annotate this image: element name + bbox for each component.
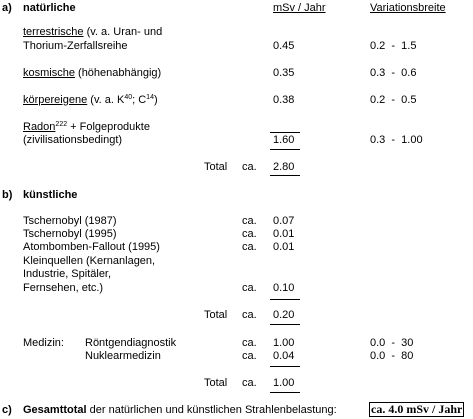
artificial-row-label-line2: Industrie, Spitäler, [23, 268, 112, 280]
natural-row-radon-label: Radon$^{222}$ + Folgeprodukte [23, 121, 150, 133]
artificial-total-label: Total [204, 309, 228, 321]
section-b-letter: b) [2, 189, 13, 201]
medizin-row-value: 0.04 [273, 350, 295, 362]
section-c-letter: c) [2, 404, 12, 416]
medizin-total-ca: ca. [242, 377, 257, 389]
medizin-row-ca: ca. [242, 337, 257, 349]
total-underline [270, 392, 300, 393]
total-rule [270, 149, 300, 150]
natural-row-terrestrial-range: 0.2 - 1.5 [370, 40, 417, 52]
natural-row-internal-label: körpereigene (v. a. $K^{40}$; $C^{14}$) [23, 94, 158, 106]
total-rule [270, 299, 300, 300]
natural-row-radon-value: 1.60 [273, 134, 295, 146]
medizin-row-range: 0.0 - 80 [370, 350, 414, 362]
total-rule [270, 366, 300, 367]
medizin-label: Medizin: [23, 337, 64, 349]
section-a-title: natürliche [23, 2, 76, 14]
artificial-row-ca: ca. [242, 241, 257, 253]
natural-row-terrestrial-value: 0.45 [273, 40, 295, 52]
grand-total-box: ca. 4.0 mSv / Jahr [371, 402, 463, 416]
medizin-row-ca: ca. [242, 350, 257, 362]
section-c-text: Gesamttotal der natürlichen und künstlichen Strahlenbelastung: [23, 404, 337, 416]
natural-total-ca: ca. [242, 161, 257, 173]
separator-rule [270, 132, 300, 133]
artificial-row-label-line3: Fernsehen, etc.) [23, 282, 104, 294]
artificial-row-label: Kleinquellen (Kernanlagen, [23, 255, 156, 267]
section-a-letter: a) [2, 2, 12, 14]
artificial-row-label: Tschernobyl (1995) [23, 228, 117, 240]
natural-row-radon-range: 0.3 - 1.00 [370, 134, 423, 146]
natural-total-label: Total [204, 161, 228, 173]
medizin-row-value: 1.00 [273, 337, 295, 349]
natural-row-terrestrial-label-line2: Thorium-Zerfallsreihe [23, 40, 128, 52]
natural-row-cosmic-range: 0.3 - 0.6 [370, 67, 417, 79]
artificial-total-ca: ca. [242, 309, 257, 321]
medizin-total-label: Total [204, 377, 228, 389]
section-b-title: künstliche [23, 189, 78, 201]
artificial-row-ca: ca. [242, 282, 257, 294]
medizin-row-label: Nuklearmedizin [85, 350, 161, 362]
artificial-row-value: 0.07 [273, 215, 295, 227]
artificial-row-value: 0.10 [273, 282, 295, 294]
artificial-row-label: Atombomben-Fallout (1995) [23, 241, 160, 253]
column-header-unit: mSv / Jahr [273, 2, 326, 14]
artificial-row-value: 0.01 [273, 241, 295, 253]
column-header-range: Variationsbreite [370, 2, 446, 14]
medizin-row-range: 0.0 - 30 [370, 337, 414, 349]
medizin-row-label: Röntgendiagnostik [85, 337, 177, 349]
artificial-row-value: 0.01 [273, 228, 295, 240]
natural-row-cosmic-label: kosmische (höhenabhängig) [23, 67, 162, 79]
natural-row-internal-value: 0.38 [273, 94, 295, 106]
natural-row-cosmic-value: 0.35 [273, 67, 295, 79]
artificial-row-label: Tschernobyl (1987) [23, 215, 117, 227]
natural-row-radon-label-line2: (zivilisationsbedingt) [23, 134, 123, 146]
natural-total-value: 2.80 [273, 161, 295, 173]
natural-row-internal-range: 0.2 - 0.5 [370, 94, 417, 106]
artificial-row-ca: ca. [242, 215, 257, 227]
artificial-total-value: 0.20 [273, 309, 295, 321]
artificial-row-ca: ca. [242, 228, 257, 240]
natural-row-terrestrial-label: terrestrische (v. a. Uran- und [23, 26, 163, 38]
total-underline [270, 324, 300, 325]
medizin-total-value: 1.00 [273, 377, 295, 389]
total-underline [270, 175, 300, 176]
